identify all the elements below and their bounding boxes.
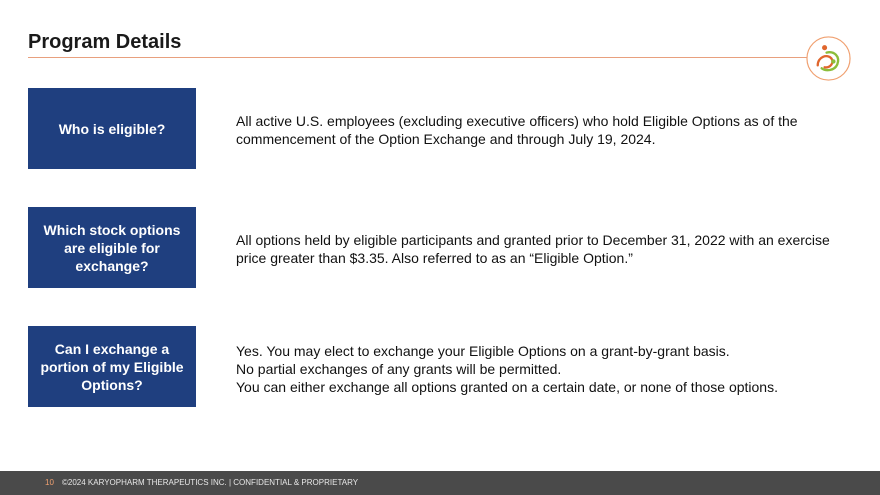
question-box-who-eligible xyxy=(28,88,196,169)
question-box-exchange-portion xyxy=(28,326,196,407)
karyopharm-logo-icon xyxy=(805,35,852,82)
question-box-which-options xyxy=(28,207,196,288)
answer-who-eligible xyxy=(236,112,836,148)
answer-line: You can either exchange all options granted on a certain date, or none of those options. xyxy=(236,379,778,395)
question-text: Who is eligible? xyxy=(58,120,166,137)
question-text: Which stock options are eligible for exchange? xyxy=(43,221,181,274)
page-number: 10 xyxy=(45,478,54,487)
page-title: Program Details xyxy=(28,31,182,53)
footer-bar xyxy=(0,471,880,495)
footer-legal-text: ©2024 KARYOPHARM THERAPEUTICS INC. | CONFIDENTIAL & PROPRIETARY xyxy=(62,478,359,487)
answer-exchange-portion xyxy=(236,342,836,396)
answer-line: All options held by eligible participants and granted prior to December 31, 2022 with an exercise price greater than $3.35. Also referred to as an “Eligible Option.” xyxy=(236,232,830,266)
answer-which-options xyxy=(236,231,836,267)
title-divider xyxy=(28,57,808,58)
answer-line: No partial exchanges of any grants will be permitted. xyxy=(236,361,562,377)
answer-line: Yes. You may elect to exchange your Eligible Options on a grant-by-grant basis. xyxy=(236,343,730,359)
question-text: Can I exchange a portion of my Eligible Options? xyxy=(40,340,184,393)
answer-line: All active U.S. employees (excluding executive officers) who hold Eligible Options as of the commencement of the Option Exchange and through July 19, 2024. xyxy=(236,113,798,147)
